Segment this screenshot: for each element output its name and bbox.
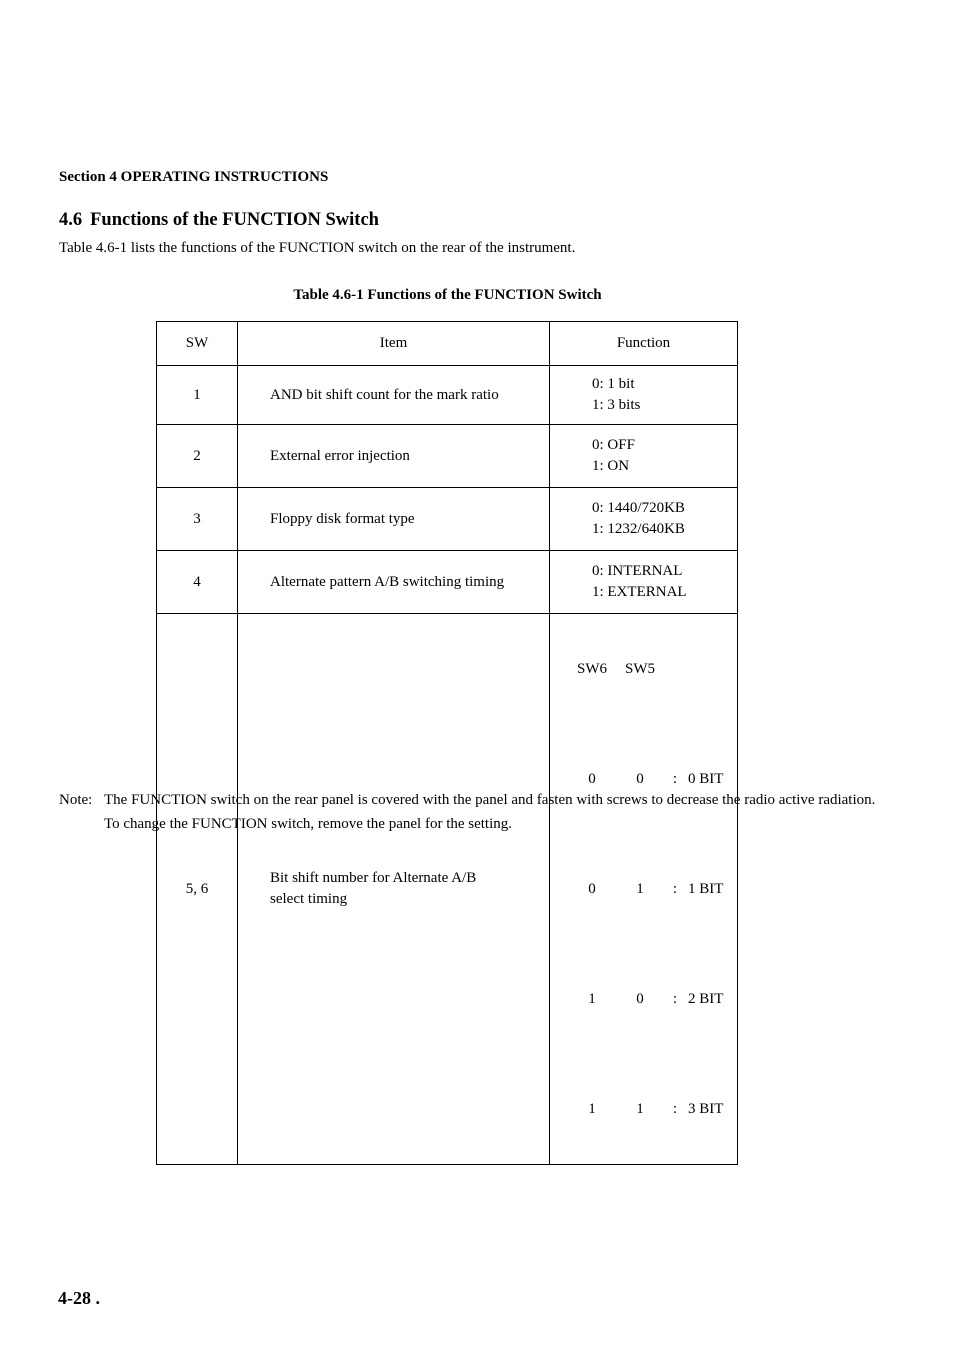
section-header: Section 4 OPERATING INSTRUCTIONS bbox=[59, 169, 329, 185]
bit-table-row bbox=[568, 1054, 723, 1164]
row-sw: 3 bbox=[157, 488, 238, 551]
function-line: 1: ON bbox=[592, 458, 630, 474]
item-text: External error injection bbox=[270, 447, 410, 464]
intro-paragraph: Table 4.6-1 lists the functions of the FUNCTION switch on the rear of the instrument. bbox=[59, 240, 576, 256]
row-item bbox=[238, 551, 550, 614]
bit-sep: : bbox=[672, 880, 678, 897]
note-body bbox=[104, 788, 879, 836]
bit-sw6: 0 bbox=[588, 880, 596, 897]
table-row bbox=[157, 614, 738, 1165]
table-caption: Table 4.6-1 Functions of the FUNCTION Switch bbox=[293, 287, 602, 303]
bit-sw5: 0 bbox=[636, 990, 644, 1007]
table-row bbox=[157, 551, 738, 614]
item-text: Bit shift number for Alternate A/B bbox=[270, 870, 477, 886]
bit-sep: : bbox=[672, 990, 678, 1007]
header-function: Function bbox=[550, 322, 738, 366]
heading-title: Functions of the FUNCTION Switch bbox=[90, 210, 379, 230]
bit-sw5: 1 bbox=[636, 880, 644, 897]
bit-value: 0 BIT bbox=[688, 770, 724, 787]
row-function bbox=[550, 551, 738, 614]
row-function bbox=[550, 488, 738, 551]
table-row bbox=[157, 366, 738, 425]
note-line: To change the FUNCTION switch, remove the panel for the setting. bbox=[104, 816, 513, 832]
row-item bbox=[238, 366, 550, 425]
bit-table-header bbox=[568, 614, 723, 724]
function-line: 0: 1440/720KB bbox=[592, 500, 685, 516]
bit-value: 1 BIT bbox=[688, 880, 724, 897]
header-sw: SW bbox=[157, 322, 238, 366]
row-sw: 2 bbox=[157, 425, 238, 488]
function-line: 1: EXTERNAL bbox=[592, 584, 687, 600]
bit-table-row bbox=[568, 834, 723, 944]
bit-header-sw5: SW5 bbox=[625, 660, 655, 677]
function-line: 1: 3 bits bbox=[592, 397, 641, 413]
bit-sw5: 1 bbox=[636, 1100, 644, 1117]
function-line: 0: INTERNAL bbox=[592, 563, 683, 579]
bit-sep: : bbox=[672, 1100, 678, 1117]
function-line: 0: OFF bbox=[592, 437, 635, 453]
bit-shift-table bbox=[568, 614, 723, 1164]
row-sw: 5, 6 bbox=[157, 614, 238, 1165]
table-header-row bbox=[157, 322, 738, 366]
bit-value: 3 BIT bbox=[688, 1100, 724, 1117]
header-item: Item bbox=[238, 322, 550, 366]
bit-value: 2 BIT bbox=[688, 990, 724, 1007]
bit-sw6: 1 bbox=[588, 990, 596, 1007]
row-function bbox=[550, 614, 738, 1165]
item-text: select timing bbox=[270, 891, 348, 907]
row-sw: 1 bbox=[157, 366, 238, 425]
function-line: 1: 1232/640KB bbox=[592, 521, 685, 537]
table-row bbox=[157, 425, 738, 488]
note bbox=[59, 788, 879, 836]
row-function bbox=[550, 425, 738, 488]
item-text: AND bit shift count for the mark ratio bbox=[270, 386, 499, 403]
bit-header-sw6: SW6 bbox=[577, 660, 607, 677]
function-switch-table bbox=[156, 321, 738, 1165]
item-text: Floppy disk format type bbox=[270, 510, 415, 527]
note-line: The FUNCTION switch on the rear panel is covered with the panel and fasten with screws to decrease the radio active radiation. bbox=[104, 792, 876, 808]
item-text: Alternate pattern A/B switching timing bbox=[270, 573, 505, 590]
bit-sw6: 1 bbox=[588, 1100, 596, 1117]
bit-table-row bbox=[568, 944, 723, 1054]
bit-sw6: 0 bbox=[588, 770, 596, 787]
bit-sep: : bbox=[672, 770, 678, 787]
row-item bbox=[238, 425, 550, 488]
bit-sw5: 0 bbox=[636, 770, 644, 787]
table-row bbox=[157, 488, 738, 551]
row-item bbox=[238, 614, 550, 1165]
heading-number: 4.6 bbox=[59, 210, 83, 230]
row-sw: 4 bbox=[157, 551, 238, 614]
note-label: Note: bbox=[59, 792, 93, 808]
page-number: 4-28 . bbox=[58, 1288, 100, 1308]
row-function bbox=[550, 366, 738, 425]
row-item bbox=[238, 488, 550, 551]
function-line: 0: 1 bit bbox=[592, 376, 635, 392]
section-heading bbox=[59, 210, 379, 231]
